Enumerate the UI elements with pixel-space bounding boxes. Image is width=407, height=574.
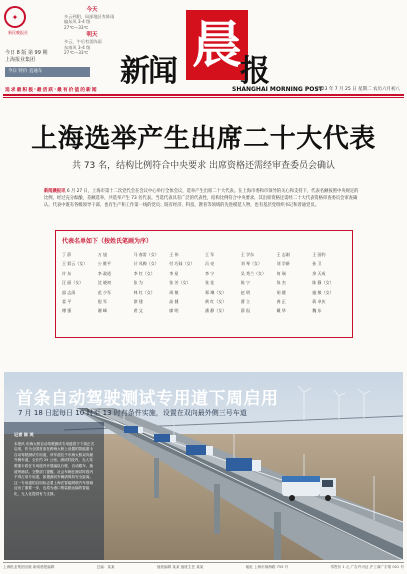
delegate-name: 王 国钧 [312, 252, 326, 257]
delegate-name: 胡 健 [276, 289, 286, 295]
delegate-name: 倪 军 [97, 298, 108, 304]
delegate-name: 王 军 [205, 252, 215, 257]
delegate-name: 廖 明 [169, 308, 179, 314]
feature-byline: 记者 陈 英 [14, 432, 34, 437]
delegate-name: 蒋 卓庆 [312, 298, 326, 304]
feature-title[interactable]: 首条自动驾驶测试专用道下周启用 [16, 389, 279, 409]
delegate-name: 万 旭 [97, 252, 108, 257]
delegate-name: 许 东 [62, 270, 72, 276]
weather-day: 今天 [86, 7, 98, 13]
promo-banner[interactable]: 今日 特价 直通车 [5, 67, 90, 77]
weather-box [64, 8, 120, 56]
footer-duty: 值班编辑 某某 值班主任 某某 [156, 565, 204, 569]
delegate-name: 公 维平 [97, 261, 112, 267]
delegate-name: 张 为 [133, 280, 143, 286]
issue-publisher: 上海报业集团 [5, 57, 36, 63]
weather-line: 27℃—33℃ [64, 50, 89, 56]
delegate-name: 龚 正 [276, 298, 286, 304]
delegate-name: 王 伟 [169, 252, 179, 257]
delegate-name: 潘 静（女） [205, 308, 227, 314]
delegate-name: 周 敏 [169, 289, 179, 295]
delegate-name: 孙 卫 [312, 261, 322, 267]
delegate-name: 余 天成 [312, 270, 326, 276]
title-english: SHANGHAI MORNING POST [232, 86, 323, 93]
delegate-name: 谢 峰 [97, 308, 108, 314]
sub-headline: 共 73 名，结构比例符合中央要求 出席资格还需经审查委员会确认 [71, 161, 336, 171]
delegate-name: 范 少军 [97, 289, 112, 295]
footer-address: 地址 上海市威海路 755 号 [245, 565, 289, 569]
title-right: 报 [240, 54, 270, 89]
delegate-name: 王 志刚 [276, 252, 290, 257]
masthead-rule [3, 94, 404, 96]
logo-text: 新民晚报社 [8, 30, 28, 35]
delegate-name: 黄 红（女） [205, 298, 227, 304]
lead-text: 6 月 27 日，上海市第十二次党代会在会议中心举行全体会议，选举产生出席二十大代表。在上海市委和市领导的关心和支持下，代表名额按照中央规定的比例，经过充分酝酿、差额选举，共选举产生 73 名代表。当选代表具有广泛的代表性，结构比例符合中央要求，其出席资格还需经二十大代表资格审查委员会审查确认。代表中既有各级领导干部，也有生产和工作第一线的党员；既有经济、科技、教育等领域的先进模范人物，也有基层党组织书记和普通党员。 [44, 189, 359, 208]
weather-line: 27℃—33℃ [64, 24, 89, 30]
delegate-name: 张 佳 [205, 280, 215, 286]
dateline: 2023 年 7 月 25 日 星期二 农历六月初八 [315, 87, 400, 92]
delegate-name: 李 红（女） [133, 270, 155, 276]
feature-subtitle: 7 月 18 日起每日 10 时至 13 时有条件实施，设置在双向最外侧三号车道 [18, 409, 247, 417]
weather-line: 东南风 3-4 级 [64, 44, 91, 50]
delegate-name: 沈 晓初 [97, 280, 112, 286]
delegate-name: 戴 华 [276, 308, 286, 314]
weather-today [64, 8, 120, 30]
delegate-name: 马 春雷（女） [133, 252, 159, 257]
delegate-name: 丁 薛 [62, 252, 72, 257]
delegate-name: 李 政道 [97, 270, 112, 276]
issue-number: 今日 8 版 第 99 期 [5, 50, 48, 56]
title-accent: 晨 [186, 10, 248, 80]
delegate-name: 裘 文 [133, 308, 143, 314]
main-headline[interactable]: 上海选举产生出席二十大代表 [31, 124, 376, 154]
delegate-name: 张 芳（女） [169, 280, 191, 286]
weather-tomorrow [64, 33, 120, 55]
delegate-name: 薛 侃 [240, 308, 251, 314]
page-footer [3, 562, 404, 570]
delegate-name: 林 红（女） [133, 289, 155, 295]
delegate-name: 曹 立 [240, 298, 251, 304]
delegate-name: 王 彩云（女） [62, 261, 88, 267]
logo-glyph: ✦ [11, 12, 19, 22]
delegate-name: 王 学东 [240, 252, 255, 257]
delegate-name: 刘 琴（女） [240, 261, 263, 267]
delegate-name: 施 敏（女） [312, 289, 334, 295]
weather-line: 多云到阴，局部地区有阵雨 [64, 13, 115, 19]
weather-day: 明天 [86, 32, 98, 39]
delegate-name: 傅 强 [62, 308, 72, 314]
logo-icon [4, 6, 26, 28]
delegate-name: 陈 宁 [240, 280, 251, 286]
delegate-name: 邵 志清 [62, 289, 76, 295]
delegate-name: 郑 琳（女） [205, 289, 227, 295]
footer-editor: 总编：某某 [96, 565, 115, 569]
delegate-name: 何 瑞 [276, 270, 286, 276]
footer-left: 上海报业集团出版 新闻晨报编辑 [3, 565, 55, 569]
delegate-name: 赵 明 [240, 289, 251, 295]
feature-text: 本报讯 东海大桥自动驾驶测试专用道将于下周正式启用，作为全国首条在跨海大桥上设置的智能重卡自动驾驶测试专用道，该车道位于东海大桥双向最外侧车道，全长约 25 公里。测试时段内，无人驾驶重卡将在专用道内开展编队行驶、自动跟车、换道等测试。交警部门提醒，社会车辆在测试时段内不得占用专用道，如遇测试车辆请保持安全距离。这一专用道的启用标志着上海在智能网联汽车领域迈出了重要一步，也将为港口集装箱运输的智能化、无人化提供有力支撑。 [14, 441, 95, 496]
delegate-name: 李 宁 [205, 270, 215, 276]
delegate-name: 李 星 [169, 270, 179, 276]
delegate-name: 计 凤梅（女） [133, 261, 159, 267]
issue-info [5, 50, 48, 64]
delegate-name: 高 健 [169, 298, 179, 304]
lead-label: 新闻晨报讯 [44, 189, 66, 194]
feature-body [14, 432, 96, 498]
delegate-name: 汪 丽（女） [62, 280, 84, 286]
title-left: 新闻 [120, 54, 176, 89]
delegate-name: 姜 平 [62, 298, 72, 304]
delegate-name: 吴 秀兰（女） [240, 270, 267, 276]
delegate-name: 魏 东 [312, 308, 322, 314]
delegate-name: 陈 杰 [276, 280, 286, 286]
weather-line: 多云，午后有雷阵雨 [64, 38, 102, 44]
footer-right: 零售价 1 元 广告许可证 沪工商广字第 001 号 [330, 565, 404, 569]
slogan: 追求最积极·最活跃·最有价值的新闻 [5, 88, 98, 93]
delegates-list [62, 252, 348, 314]
lead-paragraph [44, 188, 360, 209]
delegate-name: 冯 亮 [205, 261, 215, 267]
delegate-name: 徐 建 [133, 298, 143, 304]
masthead-rule-thin [3, 97, 404, 98]
newspaper-title [120, 10, 323, 93]
delegate-name: 陈 静（女） [312, 280, 334, 286]
delegate-name: 付 巧妹（女） [169, 261, 195, 267]
delegates-title: 代表名单如下（按姓氏笔画为序） [62, 238, 153, 245]
delegate-name: 刘 学新 [276, 261, 290, 267]
weather-line: 偏东风 3-4 级 [64, 19, 91, 25]
